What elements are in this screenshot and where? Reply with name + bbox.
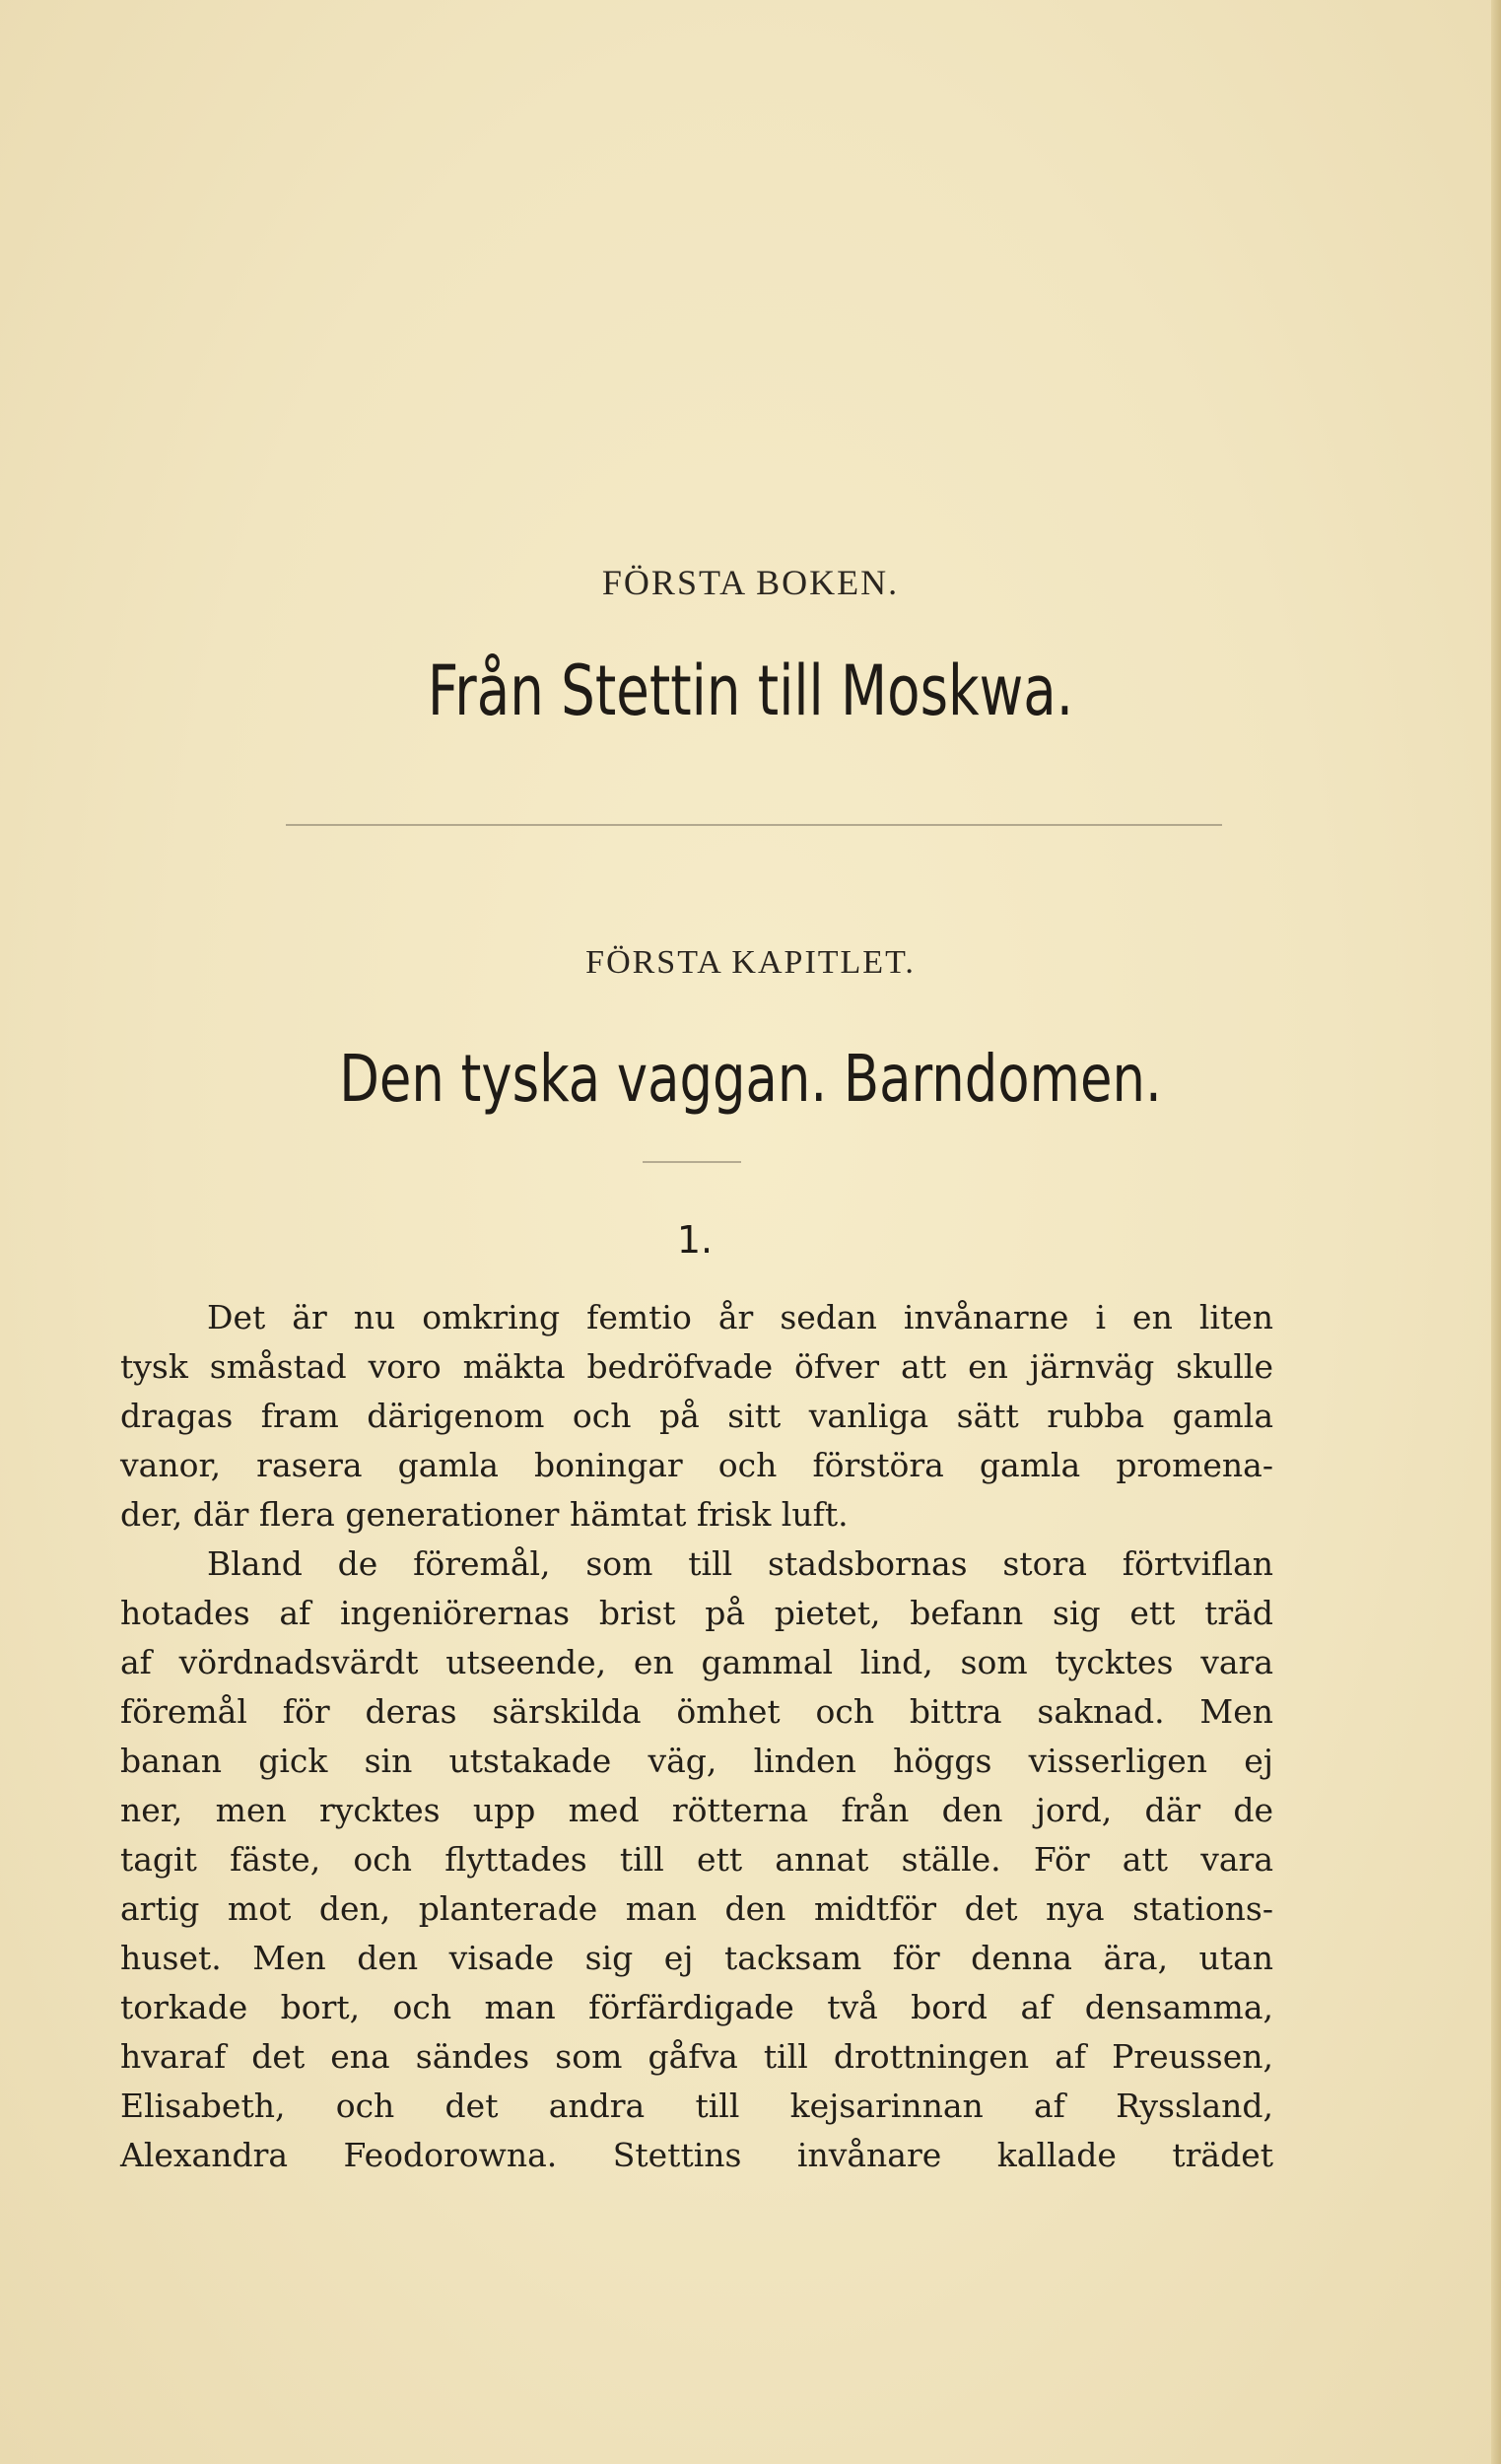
title-divider — [286, 824, 1222, 826]
text-line: huset. Men den visade sig ej tacksam för denna ära, utan — [120, 1939, 1273, 1977]
section-number: 1. — [676, 1218, 714, 1262]
chapter-label: FÖRSTA KAPITLET. — [585, 944, 916, 981]
chapter-title: Den tyska vaggan. Barndomen. — [339, 1041, 1162, 1117]
paragraph — [120, 1540, 1273, 2180]
text-line: artig mot den, planterade man den midtför det nya stations- — [120, 1889, 1273, 1928]
text-line: dragas fram därigenom och på sitt vanliga sätt rubba gamla — [120, 1397, 1273, 1435]
text-line: torkade bort, och man förfärdigade två bord af densamma, — [120, 1988, 1273, 2026]
page-edge — [1491, 0, 1501, 2464]
text-line: Bland de föremål, som till stadsbornas stora förtviflan — [207, 1544, 1273, 1583]
text-line: der, där flera generationer hämtat frisk luft. — [120, 1495, 849, 1534]
book-title: Från Stettin till Moskwa. — [427, 650, 1074, 731]
body-text — [120, 1293, 1273, 2180]
text-line: tysk småstad voro mäkta bedröfvade öfver att en järnväg skulle — [120, 1347, 1273, 1386]
text-line: tagit fäste, och flyttades till ett annat ställe. För att vara — [120, 1840, 1273, 1879]
text-line: hvaraf det ena sändes som gåfva till drottningen af Preussen, — [120, 2037, 1273, 2076]
text-line: Elisabeth, och det andra till kejsarinnan af Ryssland, — [120, 2087, 1273, 2125]
chapter-divider — [643, 1161, 741, 1163]
text-line: Alexandra Feodorowna. Stettins invånare kallade trädet — [120, 2136, 1273, 2174]
paragraph — [120, 1293, 1273, 1540]
text-line: banan gick sin utstakade väg, linden höggs visserligen ej — [120, 1742, 1273, 1780]
text-line: hotades af ingeniörernas brist på pietet, befann sig ett träd — [120, 1594, 1273, 1632]
text-line: af vördnadsvärdt utseende, en gammal lind, som tycktes vara — [120, 1643, 1273, 1681]
text-line: ner, men rycktes upp med rötterna från den jord, där de — [120, 1791, 1273, 1829]
text-line: Det är nu omkring femtio år sedan invånarne i en liten — [207, 1298, 1273, 1336]
text-line: föremål för deras särskilda ömhet och bittra saknad. Men — [120, 1692, 1273, 1731]
book-label: FÖRSTA BOKEN. — [601, 563, 900, 602]
text-line: vanor, rasera gamla boningar och förstöra gamla promena- — [120, 1446, 1273, 1484]
